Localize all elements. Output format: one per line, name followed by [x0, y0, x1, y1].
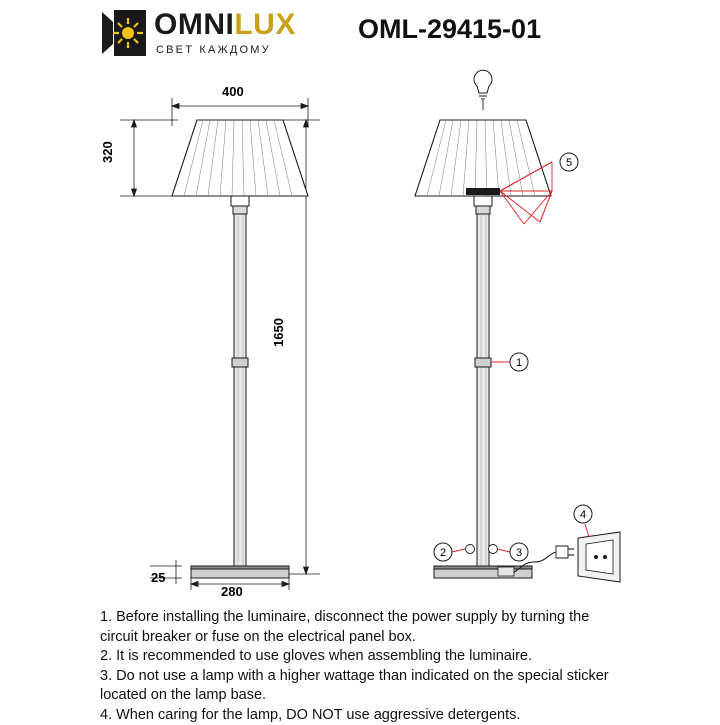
svg-text:2: 2 — [440, 547, 446, 559]
note-item-4: 4. When caring for the lamp, DO NOT use aggressive detergents. — [100, 706, 630, 725]
wall-socket — [578, 532, 620, 582]
brand-logo — [100, 8, 340, 64]
foot-switch — [498, 567, 514, 576]
power-cord — [498, 546, 574, 576]
lamp-bulb — [474, 70, 492, 99]
lamp-neck-assembly — [474, 196, 492, 214]
callout-1 — [510, 353, 528, 371]
power-plug — [556, 546, 574, 558]
article-number: OML-29415-01 — [358, 14, 541, 45]
dimension-label-base-width: 280 — [221, 584, 243, 599]
drawing-canvas — [0, 62, 720, 602]
dimension-label-shade-width: 400 — [222, 84, 244, 99]
technical-drawing — [0, 62, 720, 602]
callout-5 — [560, 153, 578, 171]
floor-lamp-front-view — [120, 98, 320, 590]
logo-lux-text: LUX — [234, 8, 296, 41]
note-item-2: 2. It is recommended to use gloves when assembling the luminaire. — [100, 647, 630, 667]
svg-text:3: 3 — [516, 547, 522, 559]
lamp-base-front — [191, 566, 289, 578]
callout-2 — [434, 543, 452, 561]
logo-wordmark — [154, 8, 296, 42]
logo-tagline: СВЕТ КАЖДОМУ — [156, 44, 271, 56]
floor-lamp-assembly-view — [415, 70, 620, 582]
dimension-label-base-height: 25 — [151, 570, 165, 585]
dimension-label-total-height: 1650 — [271, 318, 286, 347]
safety-notes — [100, 608, 630, 725]
lamp-pole-assembly — [475, 214, 491, 566]
callout-4 — [574, 505, 592, 523]
sun-burst-icon — [100, 10, 146, 56]
svg-text:5: 5 — [566, 157, 572, 169]
svg-text:1: 1 — [516, 357, 522, 369]
logo-omni-text: OMNI — [154, 8, 234, 41]
note-item-1: 1. Before installing the luminaire, disconnect the power supply by turning the circuit breaker or fuse on the electrical panel box. — [100, 608, 630, 647]
lamp-neck-front — [231, 196, 249, 214]
lamp-pole-front — [232, 214, 248, 566]
lamp-shade-front — [172, 120, 308, 196]
note-item-3: 3. Do not use a lamp with a higher wattage than indicated on the special sticker located on the lamp base. — [100, 667, 630, 706]
page-header — [0, 0, 720, 70]
dimension-label-shade-height: 320 — [100, 141, 115, 163]
callout-bubbles — [434, 153, 592, 561]
svg-text:4: 4 — [580, 509, 586, 521]
callout-3 — [510, 543, 528, 561]
lamp-shade-assembly — [415, 120, 551, 196]
dimension-shade-height — [120, 120, 178, 196]
